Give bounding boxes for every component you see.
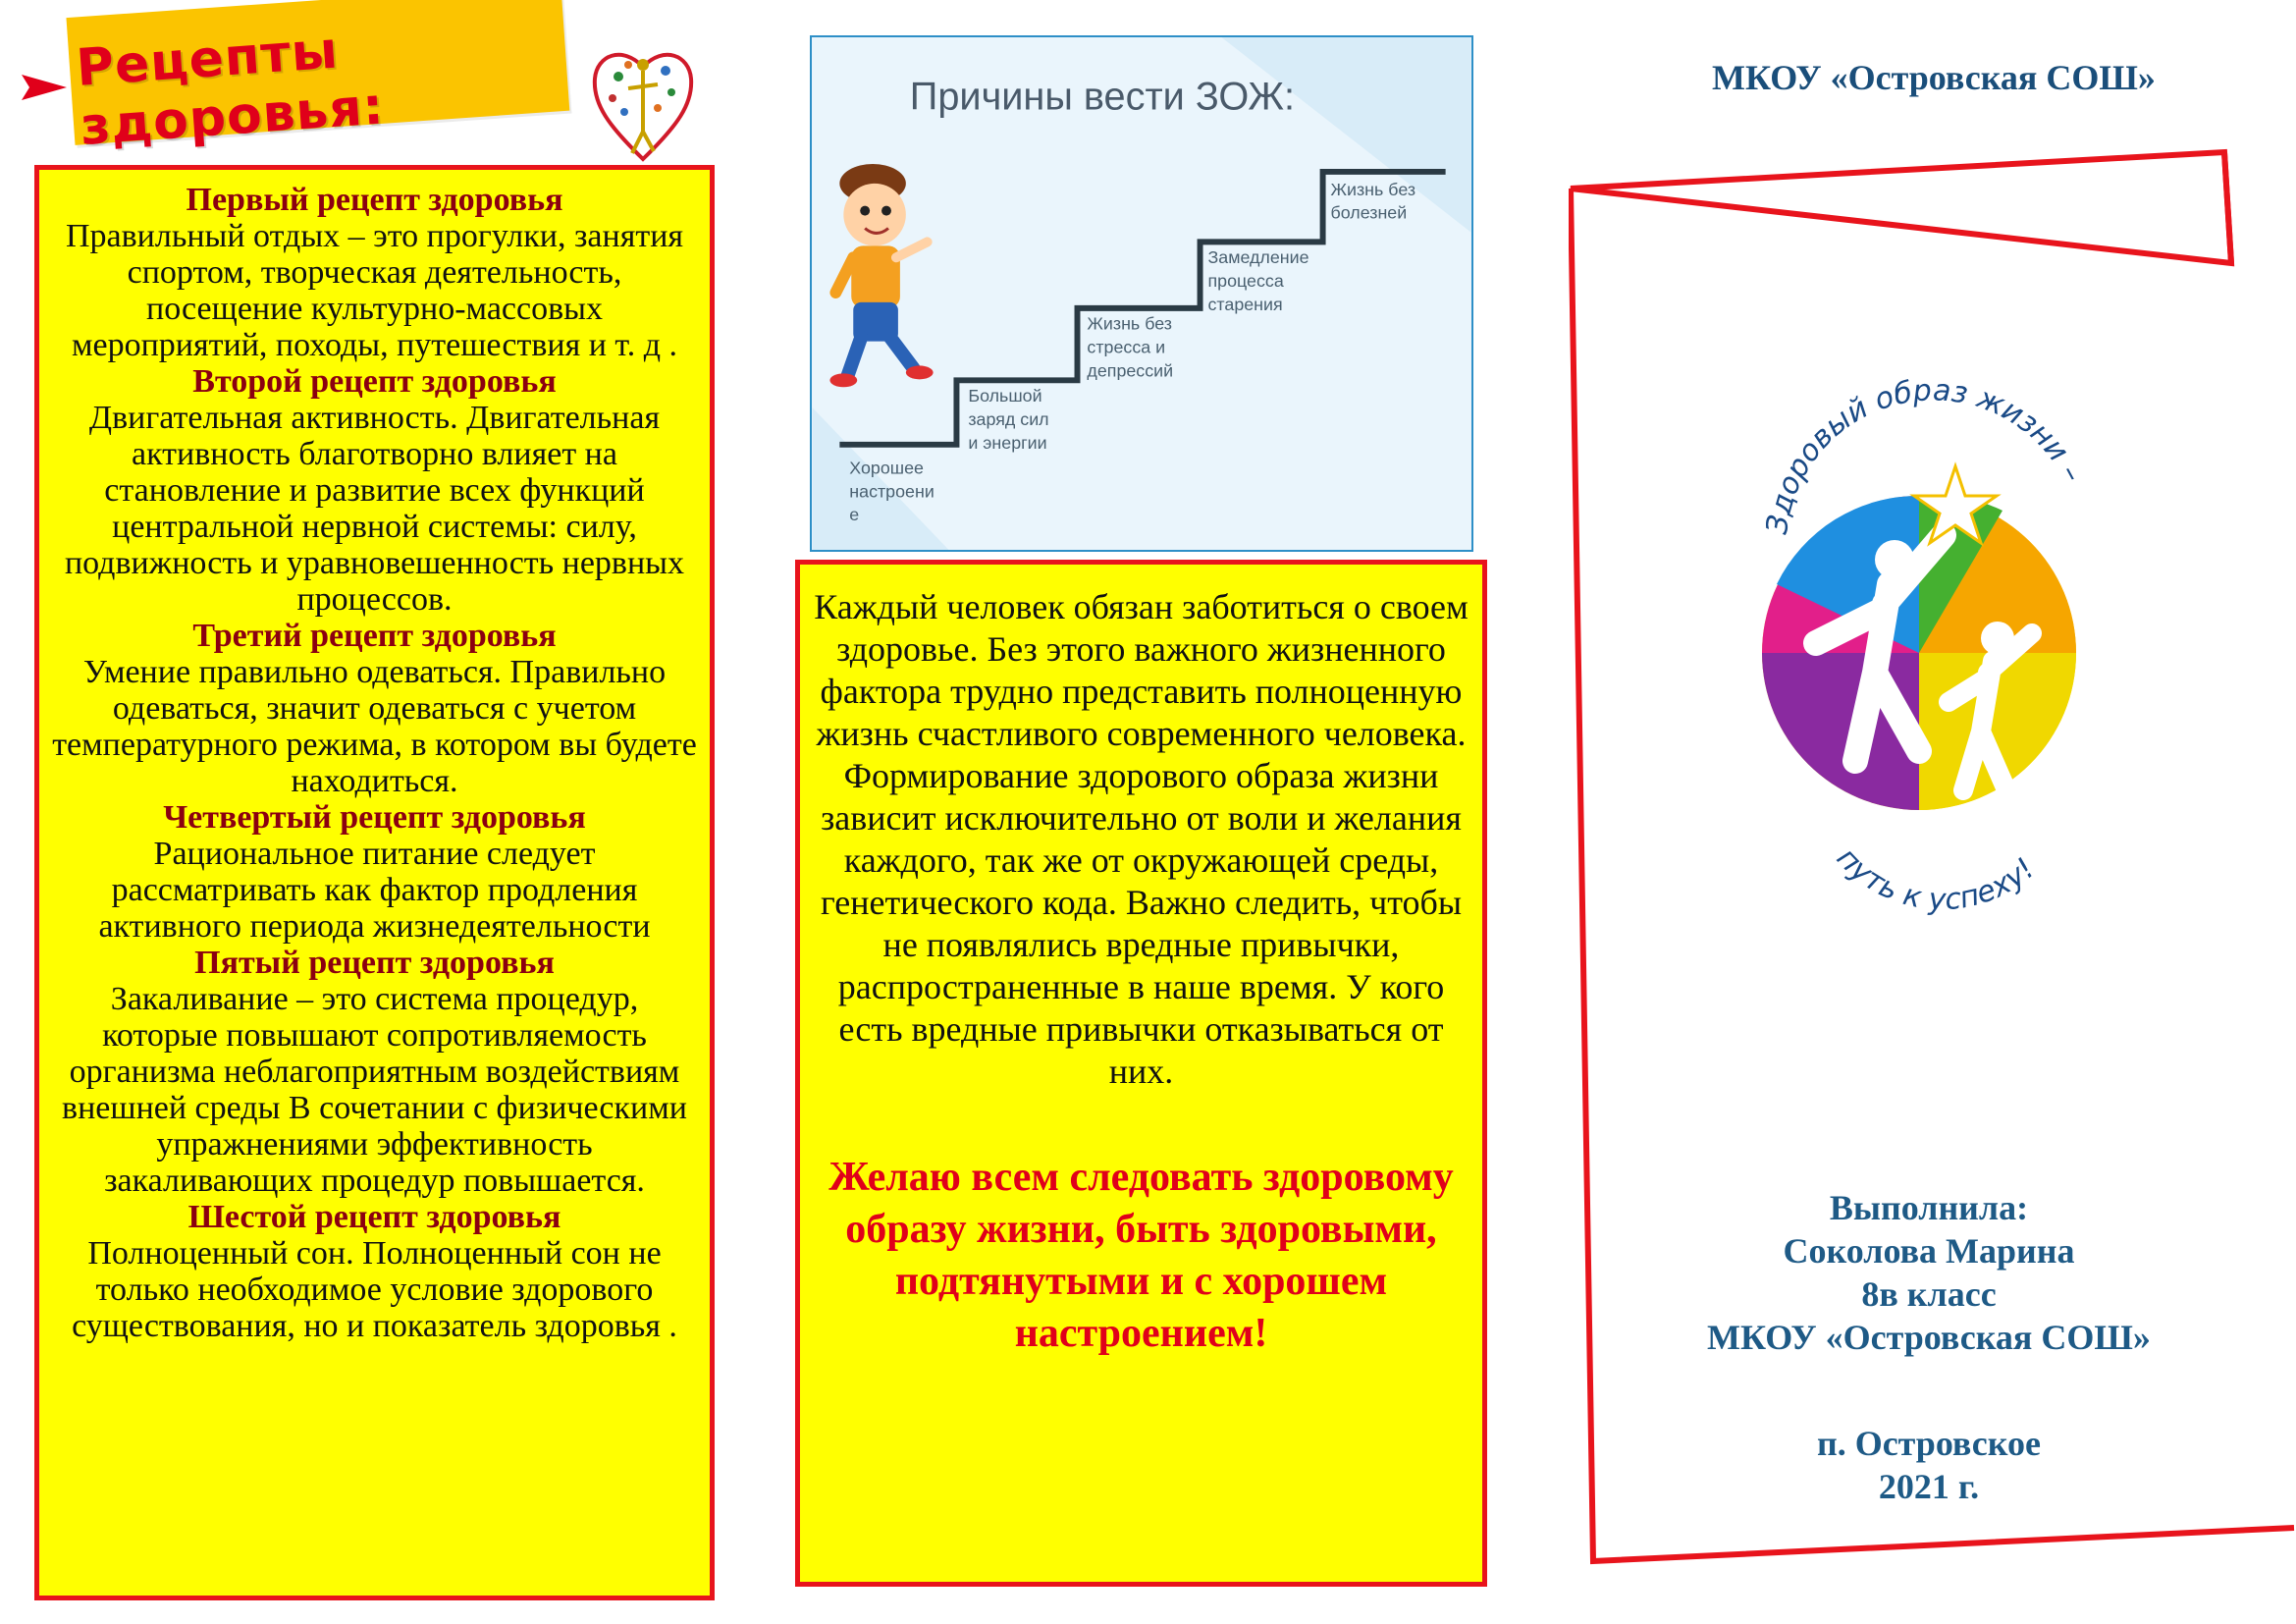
recipe-6 xyxy=(49,1199,700,1344)
place-name: п. Островское xyxy=(1816,1424,2042,1463)
recipe-heading: Пятый рецепт здоровья xyxy=(194,945,555,981)
author-label: Выполнила: xyxy=(1829,1188,2029,1227)
author-class: 8в класс xyxy=(1861,1274,1997,1314)
recipe-heading: Четвертый рецепт здоровья xyxy=(163,799,586,836)
step-1-line-1: Хорошее xyxy=(849,458,924,478)
recipe-heading: Шестой рецепт здоровья xyxy=(187,1199,561,1235)
recipe-body: Рациональное питание следует рассматривать как фактор продления активного периода жизнедеятельности xyxy=(98,836,651,945)
heart-health-icon xyxy=(589,37,697,165)
wish-text: Желаю всем следовать здоровому образу жизни, быть здоровыми, подтянутыми и с хорошем настроением! xyxy=(828,1155,1454,1356)
brochure-title: Рецепты здоровья: xyxy=(74,21,387,157)
healthy-lifestyle-panel xyxy=(795,560,1487,1587)
recipe-body: Правильный отдых – это прогулки, занятия спортом, творческая деятельность, посещение культурно-массовых мероприятий, походы, путешествия и т. д . xyxy=(65,218,684,363)
step-4-line-3: старения xyxy=(1207,294,1283,314)
step-5-line-2: болезней xyxy=(1330,202,1408,223)
logo-text-top: Здоровый образ жизни – xyxy=(1759,373,2091,537)
step-2-line-1: Большой xyxy=(968,386,1042,406)
place-block xyxy=(1610,1422,2248,1508)
year: 2021 г. xyxy=(1878,1467,1980,1506)
recipe-body: Двигательная активность. Двигательная активность благотворно влияет на становление и развитие всех функций центральной нервной системы: силу, подвижность и уравновешенность нервных процессов. xyxy=(64,400,685,618)
step-3-line-1: Жизнь без xyxy=(1087,313,1172,334)
step-1-line-2: настроени xyxy=(849,481,934,502)
recipe-3 xyxy=(49,618,700,799)
info-paragraph: Каждый человек обязан заботиться о своем здоровье. Без этого важного жизненного фактора трудно представить полноценную жизнь счастливого современного человека. Формирование здорового образа жизни зависит исключительно от воли и желания каждого, так же от окружающей среды, генетического кода. Важно следить, чтобы не появлялись вредные привычки, распространенные в наше время. У кого есть вредные привычки отказываться от них. xyxy=(814,587,1468,1091)
author-school: МКОУ «Островская СОШ» xyxy=(1707,1318,2151,1357)
step-2-line-2: заряд сил xyxy=(968,408,1049,429)
school-name-top: МКОУ «Островская СОШ» xyxy=(1712,58,2156,97)
author-name: Соколова Марина xyxy=(1783,1231,2075,1271)
red-arrow-icon xyxy=(22,73,69,102)
svg-text:путь к успеху! xyxy=(1830,841,2042,918)
step-4-line-1: Замедление xyxy=(1207,247,1309,268)
step-5-line-1: Жизнь без xyxy=(1330,179,1416,199)
recipe-5 xyxy=(49,945,700,1199)
recipe-heading: Второй рецепт здоровья xyxy=(192,363,557,400)
recipes-panel xyxy=(34,165,715,1600)
healthy-lifestyle-logo xyxy=(1747,349,2101,938)
step-1-line-3: е xyxy=(849,505,860,525)
step-2-line-3: и энергии xyxy=(968,432,1047,453)
recipe-body: Закаливание – это система процедур, которые повышают сопротивляемость организма неблагоприятным воздействиям внешней среды В сочетании с физическими упражнениями эффективность закаливающих процедур повышается. xyxy=(62,981,687,1199)
infographic-title: Причины вести ЗОЖ: xyxy=(909,75,1296,119)
step-3-line-2: стресса и xyxy=(1087,337,1166,357)
recipe-1 xyxy=(49,182,700,363)
recipe-heading: Третий рецепт здоровья xyxy=(192,618,557,654)
step-4-line-2: процесса xyxy=(1207,271,1284,292)
logo-text-bottom: путь к успеху! xyxy=(1829,840,2042,918)
zozh-reasons-infographic xyxy=(810,35,1473,552)
recipe-heading: Первый рецепт здоровья xyxy=(186,182,563,218)
recipe-2 xyxy=(49,363,700,618)
step-3-line-3: депрессий xyxy=(1087,360,1174,381)
recipe-body: Умение правильно одеваться. Правильно одеваться, значит одеваться с учетом температурного режима, в котором вы будете находиться. xyxy=(52,654,697,799)
recipe-body: Полноценный сон. Полноценный сон не только необходимое условие здорового существования, но и показатель здоровья . xyxy=(72,1235,677,1344)
recipe-4 xyxy=(49,799,700,945)
author-block xyxy=(1610,1186,2248,1359)
